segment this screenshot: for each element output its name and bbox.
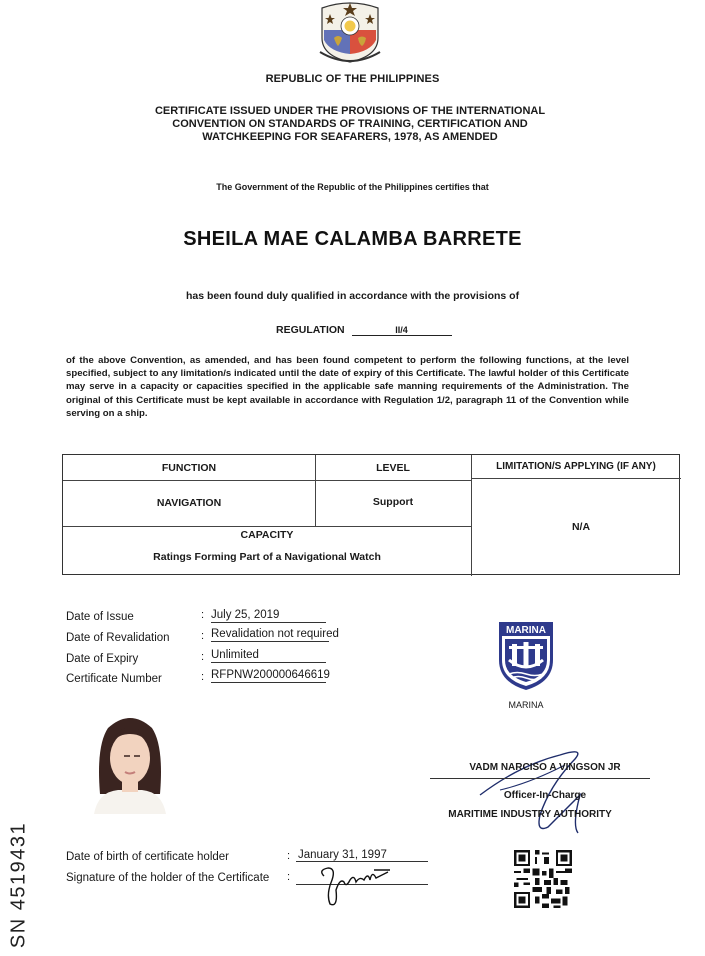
capacity-label: CAPACITY <box>240 529 294 541</box>
certificate-title-line: WATCHKEEPING FOR SEAFARERS, 1978, AS AMENDED <box>202 131 498 143</box>
regulation-value: II/4 <box>352 325 452 336</box>
holder-photo <box>88 706 172 814</box>
certificate-title-line: CONVENTION ON STANDARDS OF TRAINING, CERTIFICATION AND <box>172 118 528 130</box>
country-heading: REPUBLIC OF THE PHILIPPINES <box>265 73 440 85</box>
date-of-issue-label: Date of Issue <box>66 611 134 623</box>
holder-signature <box>310 860 400 910</box>
colon: : <box>287 871 291 883</box>
officer-signature-line <box>430 778 650 779</box>
date-of-expiry-value: Unlimited <box>211 649 326 663</box>
certifies-statement: The Government of the Republic of the Philippines certifies that <box>216 182 489 192</box>
functions-table <box>62 454 680 575</box>
limitations-value: N/A <box>571 521 591 533</box>
colon: : <box>287 850 291 862</box>
header-function: FUNCTION <box>161 461 217 474</box>
dob-label: Date of birth of certificate holder <box>66 851 229 863</box>
marina-logo-icon <box>497 620 555 692</box>
officer-name: VADM NARCISO A VINGSON JR <box>469 762 621 773</box>
date-of-expiry-label: Date of Expiry <box>66 653 139 665</box>
qualified-statement: has been found duly qualified in accordance with the provisions of <box>185 290 520 302</box>
philippine-seal-icon <box>312 0 388 66</box>
level-value: Support <box>372 496 414 508</box>
serial-number-text: SN 4519431 <box>7 821 30 949</box>
date-of-issue-value: July 25, 2019 <box>211 609 326 623</box>
regulation-line <box>276 324 452 336</box>
issuing-organization: MARITIME INDUSTRY AUTHORITY <box>448 809 612 820</box>
dob-value: January 31, 1997 <box>296 849 428 862</box>
header-level: LEVEL <box>376 461 410 474</box>
svg-text:MARINA: MARINA <box>506 625 546 636</box>
date-of-revalidation-label: Date of Revalidation <box>66 632 170 644</box>
colon: : <box>201 609 205 621</box>
colon: : <box>201 630 205 642</box>
holder-name: SHEILA MAE CALAMBA BARRETE <box>183 228 522 250</box>
marina-label: MARINA <box>508 700 544 710</box>
certificate-body-text: of the above Convention, as amended, and has been found competent to perform the following functions, at the level specified, subject to any limitation/s indicated until the date of expiry of this Certificate. The lawful holder of this Certificate may serve in a capacity or capacities specified in the applicable safe manning requirements of the Administration. The original of this Certificate must be kept available in accordance with Regulation 1/2, paragraph 11 of the Convention while serving on a ship. <box>66 355 629 419</box>
regulation-label: REGULATION <box>276 324 345 336</box>
capacity-value: Ratings Forming Part of a Navigational Watch <box>153 551 381 563</box>
date-of-revalidation-value: Revalidation not required <box>211 628 339 640</box>
colon: : <box>201 671 205 683</box>
header-limitations: LIMITATION/S APPLYING (IF ANY) <box>496 460 656 472</box>
officer-title: Officer-In-Charge <box>503 790 587 801</box>
holder-signature-label: Signature of the holder of the Certificate <box>66 872 270 884</box>
certificate-number-label: Certificate Number <box>66 673 162 685</box>
colon: : <box>201 651 205 663</box>
function-value: NAVIGATION <box>156 497 222 509</box>
certificate-number-value: RFPNW200000646619 <box>211 669 330 681</box>
qr-code <box>514 848 572 910</box>
certificate-title <box>120 105 580 144</box>
serial-number <box>4 820 34 950</box>
certificate-title-line: CERTIFICATE ISSUED UNDER THE PROVISIONS OF THE INTERNATIONAL <box>154 105 546 117</box>
officer-signature <box>460 735 610 835</box>
